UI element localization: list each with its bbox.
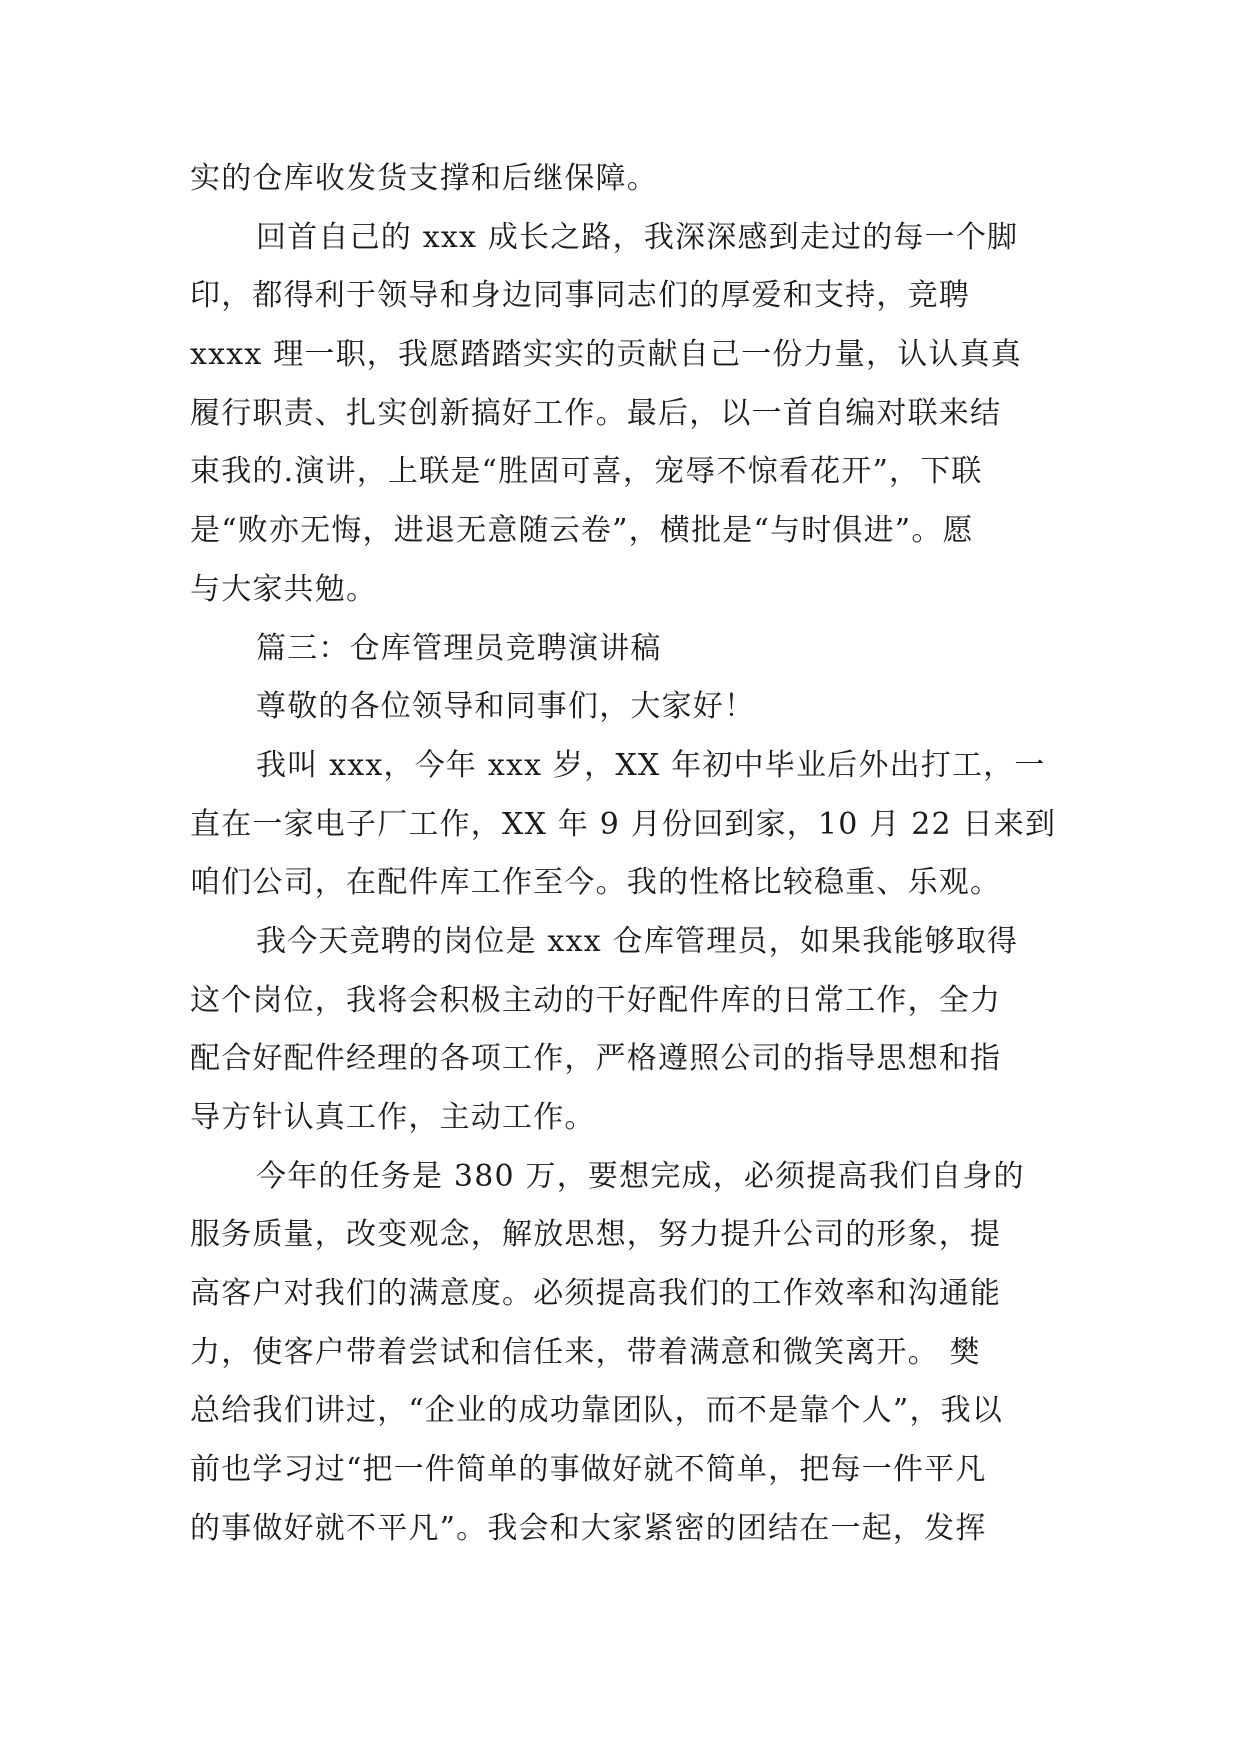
text-line: 今年的任务是 380 万，要想完成，必须提高我们自身的: [256, 1158, 1025, 1194]
text-line: 是“败亦无悔，进退无意随云卷”，横批是“与时俱进”。愿: [190, 513, 974, 549]
text-line: 咱们公司，在配件库工作至今。我的性格比较稳重、乐观。: [190, 865, 1002, 901]
text-line: 我叫 xxx，今年 xxx 岁，XX 年初中毕业后外出打工，一: [256, 747, 1046, 783]
text-line: 前也学习过“把一件简单的事做好就不简单，把每一件平凡: [190, 1452, 987, 1488]
text-line: 这个岗位，我将会积极主动的干好配件库的日常工作，全力: [190, 982, 1002, 1018]
text-line: 配合好配件经理的各项工作，严格遵照公司的指导思想和指: [190, 1041, 1002, 1077]
text-line: 回首自己的 xxx 成长之路，我深深感到走过的每一个脚: [256, 219, 1019, 255]
text-line: 直在一家电子厂工作，XX 年 9 月份回到家，10 月 22 日来到: [190, 806, 1057, 842]
text-line: 的事做好就不平凡”。我会和大家紧密的团结在一起，发挥: [190, 1510, 987, 1546]
text-line: 印，都得利于领导和身边同事同志们的厚爱和支持，竞聘: [190, 278, 970, 314]
text-line: 服务质量，改变观念，解放思想，努力提升公司的形象，提: [190, 1217, 1002, 1253]
text-line: 履行职责、扎实创新搞好工作。最后，以一首自编对联来结: [190, 395, 1002, 431]
text-line: 我今天竞聘的岗位是 xxx 仓库管理员，如果我能够取得: [256, 923, 1019, 959]
text-line: 高客户对我们的满意度。必须提高我们的工作效率和沟通能: [190, 1276, 1002, 1312]
text-line: 束我的.演讲，上联是“胜固可喜，宠辱不惊看花开”，下联: [190, 454, 983, 490]
text-line: 导方针认真工作，主动工作。: [190, 1100, 596, 1135]
text-line: 实的仓库收发货支撑和后继保障。: [190, 161, 658, 196]
text-line: 篇三：仓库管理员竞聘演讲稿: [256, 630, 662, 666]
text-line: 总给我们讲过，“企业的成功靠团队，而不是靠个人”，我以: [190, 1393, 1004, 1429]
document-body: [190, 150, 1057, 1559]
text-line: 尊敬的各位领导和同事们，大家好！: [256, 689, 756, 725]
text-line: 力，使客户带着尝试和信任来，带着满意和微笑离开。 樊: [190, 1334, 981, 1370]
text-line: xxxx 理一职，我愿踏踏实实的贡献自己一份力量，认认真真: [190, 337, 1023, 373]
text-line: 与大家共勉。: [190, 571, 378, 607]
